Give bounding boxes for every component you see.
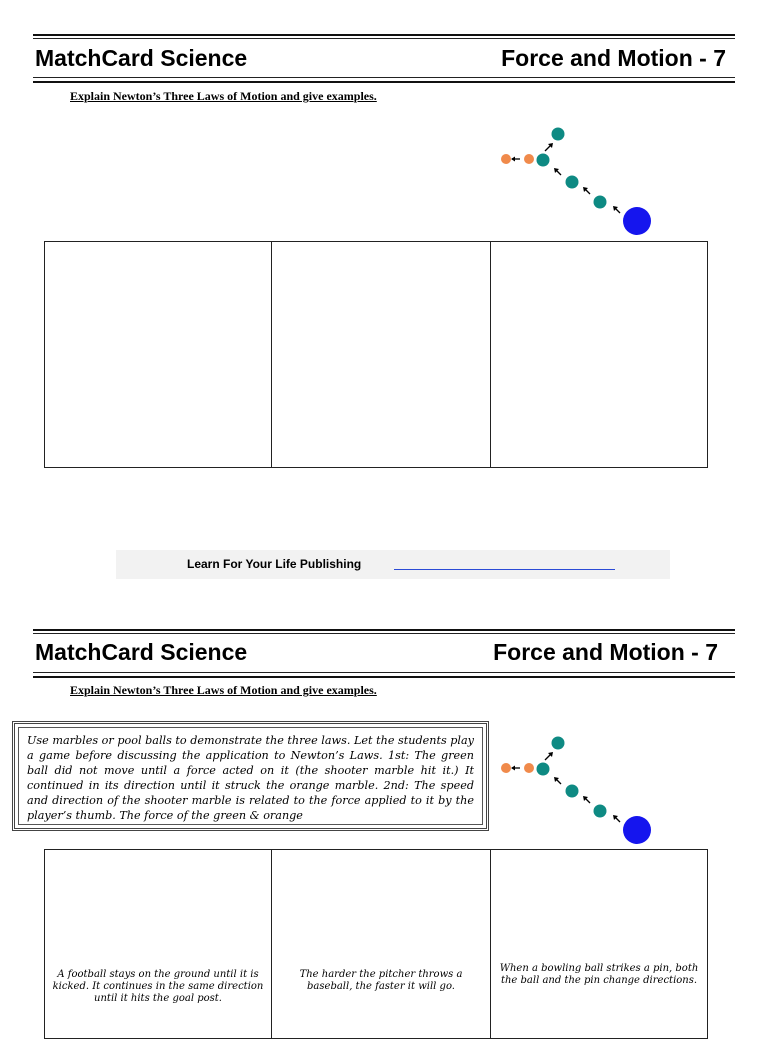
footer-bar [116,550,670,579]
shooter-marble [623,207,651,235]
teacher-note-box [12,721,489,831]
shooter-marble [623,816,651,844]
teacher-note-text: Use marbles or pool balls to demonstrate the three laws. Let the students play a game before discussing the application to Newton’s Laws. 1st: The green ball did not move until a force acted on it (the shooter marble hit it.) It continued in its direction until it struck the orange marble. 2nd: The speed and direction of the shooter marble is related to the force applied to it by the player’s thumb. The force of the green & orange [27,734,474,822]
answer-cell-second-law[interactable] [272,242,491,467]
topic-title: Force and Motion - 7 [493,639,718,665]
header-rule-bottom-inner [33,672,735,673]
header-rule-top [33,34,735,36]
instruction: Explain Newton’s Three Laws of Motion and give examples. [70,89,377,103]
header-rule-bottom-inner [33,77,735,78]
answer-cell-first-law[interactable] [45,242,272,467]
arrow-up-left-icon [613,815,620,822]
example-cell-first-law [45,850,272,1038]
marble-diagram-icon [496,731,656,851]
publisher-link-line[interactable] [394,569,615,570]
green-marble [566,785,579,798]
example-third-law: When a bowling ball strikes a pin, both the ball and the pin change directions. [499,963,699,986]
answer-cell-third-law[interactable] [491,242,707,467]
orange-marble [524,154,534,164]
publisher-name: Learn For Your Life Publishing [187,557,362,571]
orange-marble [501,154,511,164]
arrow-up-right-icon [545,143,553,151]
arrow-up-left-icon [554,168,561,175]
brand-title: MatchCard Science [35,639,248,665]
header-rule-top-inner [33,633,735,634]
green-marble [537,763,550,776]
marble-diagram-icon [496,122,656,242]
example-first-law: A football stays on the ground until it is kicked. It continues in the same direction until it hits the goal post. [52,969,264,1004]
orange-marble [501,763,511,773]
arrow-up-right-icon [545,752,553,760]
header-rule-bottom [33,81,735,83]
example-cell-second-law [272,850,491,1038]
green-marble [594,196,607,209]
topic-title: Force and Motion - 7 [501,45,726,71]
instruction: Explain Newton’s Three Laws of Motion and give examples. [70,683,377,697]
green-marble [552,128,565,141]
green-marble [552,737,565,750]
answer-grid [44,241,708,468]
header-rule-bottom [33,676,735,678]
example-second-law: The harder the pitcher throws a baseball, the faster it will go. [299,969,463,992]
arrow-up-left-icon [583,796,590,803]
orange-marble [524,763,534,773]
arrow-left-icon [511,157,520,162]
example-cell-third-law [491,850,707,1038]
green-marble [566,176,579,189]
arrow-up-left-icon [613,206,620,213]
header-rule-top-inner [33,38,735,39]
green-marble [537,154,550,167]
arrow-up-left-icon [554,777,561,784]
brand-title: MatchCard Science [35,45,248,71]
arrow-up-left-icon [583,187,590,194]
arrow-left-icon [511,766,520,771]
green-marble [594,805,607,818]
header-rule-top [33,629,735,631]
example-grid [44,849,708,1039]
